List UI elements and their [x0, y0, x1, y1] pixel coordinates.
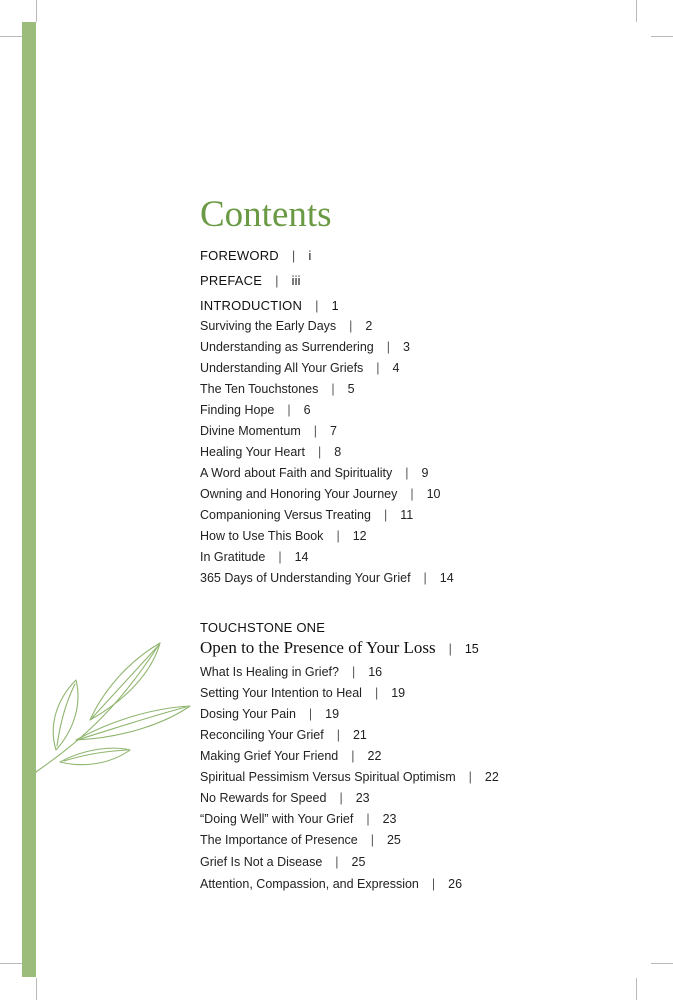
toc-separator: |	[366, 812, 370, 826]
toc-separator: |	[405, 466, 409, 480]
toc-section-label: TOUCHSTONE ONE	[200, 620, 326, 635]
toc-entry-foreword[interactable]	[200, 247, 311, 265]
toc-page-number: 16	[368, 665, 383, 679]
toc-separator: |	[351, 749, 355, 763]
toc-entry-preface[interactable]	[200, 272, 301, 290]
toc-entry-label: A Word about Faith and Spirituality	[200, 466, 393, 480]
toc-entry-label: The Importance of Presence	[200, 833, 358, 847]
decorative-green-bar	[22, 22, 36, 977]
toc-page-number: 1	[331, 299, 339, 313]
toc-entry-label: Understanding as Surrendering	[200, 340, 374, 354]
crop-mark-top-left-horizontal	[0, 36, 22, 37]
toc-entry-label: 365 Days of Understanding Your Grief	[200, 571, 411, 585]
toc-separator: |	[275, 273, 279, 288]
toc-entry[interactable]	[200, 359, 400, 377]
toc-entry-label: Finding Hope	[200, 403, 275, 417]
toc-entry-label: Making Grief Your Friend	[200, 749, 339, 763]
toc-entry-label: Spiritual Pessimism Versus Spiritual Optimism	[200, 770, 456, 784]
toc-page-number: 14	[439, 571, 454, 585]
toc-separator: |	[448, 642, 452, 656]
toc-separator: |	[383, 508, 388, 522]
toc-page-number: 6	[303, 403, 311, 417]
crop-mark-top-right	[636, 0, 637, 22]
toc-separator: |	[386, 340, 390, 354]
toc-entry-label: INTRODUCTION	[200, 298, 303, 313]
toc-entry[interactable]	[200, 831, 401, 849]
toc-page-number: 12	[352, 529, 367, 543]
toc-page-number: 10	[426, 487, 441, 501]
toc-page-number: 15	[464, 642, 479, 656]
toc-entry-label: FOREWORD	[200, 248, 279, 263]
toc-page-number: 26	[448, 877, 463, 891]
toc-page-number: 19	[325, 707, 340, 721]
toc-page-number: 19	[391, 686, 406, 700]
toc-separator: |	[336, 529, 340, 543]
toc-entry-label: Dosing Your Pain	[200, 707, 296, 721]
toc-section-heading-touchstone-one	[200, 619, 325, 637]
crop-mark-top-right-horizontal	[651, 36, 673, 37]
toc-entry[interactable]	[200, 506, 413, 524]
toc-entry-label: Attention, Compassion, and Expression	[200, 877, 419, 891]
toc-page-number: i	[308, 249, 312, 263]
toc-page-number: 22	[484, 770, 499, 784]
toc-separator: |	[278, 550, 282, 564]
toc-page-number: 11	[400, 508, 414, 522]
toc-separator: |	[313, 424, 317, 438]
toc-separator: |	[370, 833, 374, 847]
toc-entry[interactable]	[200, 853, 365, 871]
toc-entry[interactable]	[200, 684, 405, 702]
toc-separator: |	[315, 298, 319, 313]
toc-entry[interactable]	[200, 705, 339, 723]
toc-chapter-title[interactable]	[200, 637, 479, 660]
crop-mark-bottom-right-horizontal	[651, 963, 673, 964]
toc-entry[interactable]	[200, 768, 499, 786]
toc-entry-label: How to Use This Book	[200, 529, 324, 543]
toc-entry-label: What Is Healing in Grief?	[200, 665, 339, 679]
toc-entry-label: Reconciling Your Grief	[200, 728, 324, 742]
toc-entry-label: Healing Your Heart	[200, 445, 305, 459]
toc-page-number: 9	[421, 466, 429, 480]
crop-mark-bottom-right	[636, 978, 637, 1000]
toc-entry[interactable]	[200, 747, 381, 765]
toc-entry-introduction[interactable]	[200, 297, 339, 315]
toc-entry[interactable]	[200, 380, 355, 398]
toc-page-number: 3	[402, 340, 410, 354]
toc-separator: |	[423, 571, 427, 585]
toc-page-number: 25	[351, 855, 366, 869]
toc-entry-label: Grief Is Not a Disease	[200, 855, 323, 869]
toc-page-number: 5	[347, 382, 355, 396]
toc-page-number: 22	[367, 749, 382, 763]
toc-separator: |	[317, 445, 322, 459]
toc-entry[interactable]	[200, 338, 410, 356]
toc-separator: |	[331, 382, 335, 396]
toc-separator: |	[349, 319, 353, 333]
toc-separator: |	[291, 248, 296, 263]
toc-entry-label: “Doing Well” with Your Grief	[200, 812, 354, 826]
toc-entry-label: Companioning Versus Treating	[200, 508, 371, 522]
toc-page-number: 21	[352, 728, 367, 742]
toc-separator: |	[431, 877, 436, 891]
toc-entry[interactable]	[200, 422, 337, 440]
toc-entry-label: PREFACE	[200, 273, 263, 288]
toc-chapter-label: Open to the Presence of Your Loss	[200, 638, 436, 657]
toc-separator: |	[339, 791, 343, 805]
toc-entry[interactable]	[200, 810, 396, 828]
toc-entry-label: Surviving the Early Days	[200, 319, 337, 333]
toc-entry[interactable]	[200, 485, 441, 503]
toc-separator: |	[308, 707, 313, 721]
toc-separator: |	[287, 403, 291, 417]
crop-mark-bottom-left	[36, 978, 37, 1000]
toc-page-number: 14	[294, 550, 309, 564]
toc-entry[interactable]	[200, 443, 341, 461]
toc-entry-label: In Gratitude	[200, 550, 266, 564]
toc-entry-label: Divine Momentum	[200, 424, 301, 438]
toc-separator: |	[335, 855, 339, 869]
toc-page-number: 23	[382, 812, 397, 826]
toc-entry[interactable]	[200, 527, 367, 545]
toc-separator: |	[410, 487, 414, 501]
toc-entry[interactable]	[200, 548, 308, 566]
toc-entry-label: No Rewards for Speed	[200, 791, 327, 805]
toc-entry-label: The Ten Touchstones	[200, 382, 319, 396]
toc-entry-label: Owning and Honoring Your Journey	[200, 487, 398, 501]
page-title: Contents	[200, 194, 332, 235]
toc-separator: |	[374, 686, 379, 700]
toc-page-number: 7	[329, 424, 337, 438]
toc-entry[interactable]	[200, 464, 428, 482]
toc-entry-label: Setting Your Intention to Heal	[200, 686, 362, 700]
crop-mark-top-left	[36, 0, 37, 22]
toc-entry-label: Understanding All Your Griefs	[200, 361, 364, 375]
toc-separator: |	[336, 728, 340, 742]
crop-mark-bottom-left-horizontal	[0, 963, 22, 964]
toc-entry[interactable]	[200, 401, 311, 419]
toc-page-number: 8	[334, 445, 342, 459]
toc-entry[interactable]	[200, 569, 454, 587]
olive-branch-illustration	[34, 640, 194, 775]
toc-entry[interactable]	[200, 875, 462, 893]
toc-entry[interactable]	[200, 789, 370, 807]
toc-page-number: 4	[392, 361, 400, 375]
toc-entry[interactable]	[200, 726, 367, 744]
toc-separator: |	[468, 770, 472, 784]
toc-page-number: 25	[386, 833, 401, 847]
toc-separator: |	[351, 665, 356, 679]
toc-page-number: 2	[365, 319, 373, 333]
toc-page-number: 23	[355, 791, 370, 805]
toc-entry[interactable]	[200, 317, 372, 335]
toc-separator: |	[376, 361, 380, 375]
toc-entry[interactable]	[200, 663, 382, 681]
toc-page-number: iii	[291, 274, 301, 288]
